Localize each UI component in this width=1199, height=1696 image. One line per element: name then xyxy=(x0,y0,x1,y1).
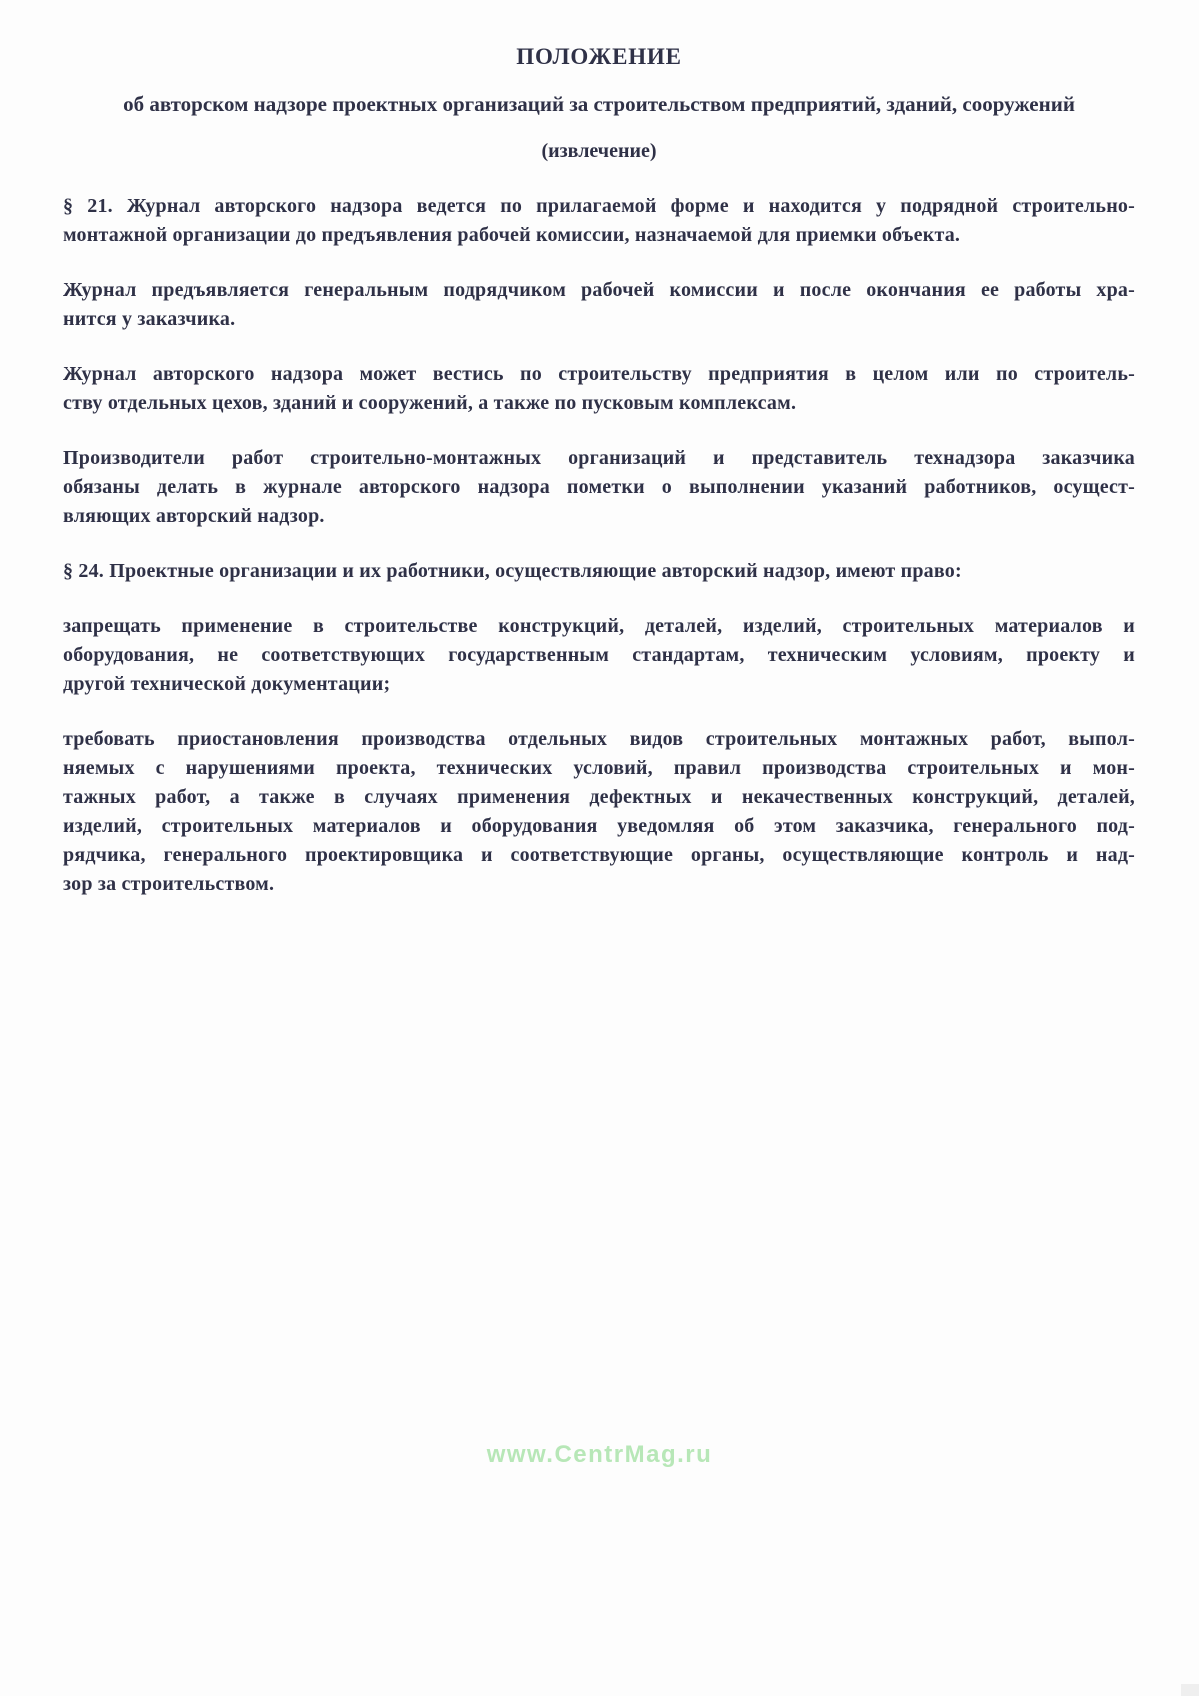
text-line: вляющих авторский надзор. xyxy=(63,505,325,527)
document-subtitle: об авторском надзоре проектных организаций за строительством предприятий, зданий, сооружений xyxy=(123,92,1075,116)
text-line: тажных работ, а также в случаях применения дефектных и некачественных конструкций, деталей, xyxy=(63,786,1135,808)
text-line: Журнал авторского надзора может вестись по строительству предприятия в целом или по строитель- xyxy=(63,363,1135,385)
text-line: оборудования, не соответствующих государственным стандартам, техническим условиям, проекту и xyxy=(63,644,1135,666)
text-line: рядчика, генерального проектировщика и соответствующие органы, осуществляющие контроль и над- xyxy=(63,844,1135,866)
paragraph xyxy=(63,725,1135,899)
text-line: другой технической документации; xyxy=(63,673,391,695)
text-line: обязаны делать в журнале авторского надзора пометки о выполнении указаний работников, осущест- xyxy=(63,476,1135,498)
document-content xyxy=(63,44,1135,925)
text-line: изделий, строительных материалов и оборудования уведомляя об этом заказчика, генерального под- xyxy=(63,815,1135,837)
text-line: ству отдельных цехов, зданий и сооружений, а также по пусковым комплексам. xyxy=(63,392,797,414)
paragraph xyxy=(63,276,1135,334)
text-line: зор за строительством. xyxy=(63,873,275,895)
watermark: www.CentrMag.ru xyxy=(486,1441,713,1468)
text-line: нится у заказчика. xyxy=(63,308,236,330)
paragraph xyxy=(63,557,1135,586)
text-line: Журнал предъявляется генеральным подрядчиком рабочей комиссии и после окончания ее работы хра- xyxy=(63,279,1135,301)
paragraph xyxy=(63,612,1135,699)
document-body xyxy=(63,192,1135,899)
text-line: Производители работ строительно-монтажных организаций и представитель технадзора заказчика xyxy=(63,447,1135,469)
text-line: § 24. Проектные организации и их работники, осуществляющие авторский надзор, имеют право: xyxy=(63,560,962,582)
paragraph xyxy=(63,360,1135,418)
text-line: няемых с нарушениями проекта, технических условий, правил производства строительных и мон- xyxy=(63,757,1135,779)
extract-label: (извлечение) xyxy=(541,140,657,162)
document-title: ПОЛОЖЕНИЕ xyxy=(516,44,682,69)
text-line: § 21. Журнал авторского надзора ведется по прилагаемой форме и находится у подрядной строительно- xyxy=(63,195,1135,217)
text-line: монтажной организации до предъявления рабочей комиссии, назначаемой для приемки объекта. xyxy=(63,224,961,246)
text-line: требовать приостановления производства отдельных видов строительных монтажных работ, выпол- xyxy=(63,728,1135,750)
paragraph xyxy=(63,444,1135,531)
scan-corner-mark xyxy=(1181,1684,1199,1696)
text-line: запрещать применение в строительстве конструкций, деталей, изделий, строительных материалов и xyxy=(63,615,1135,637)
paragraph xyxy=(63,192,1135,250)
